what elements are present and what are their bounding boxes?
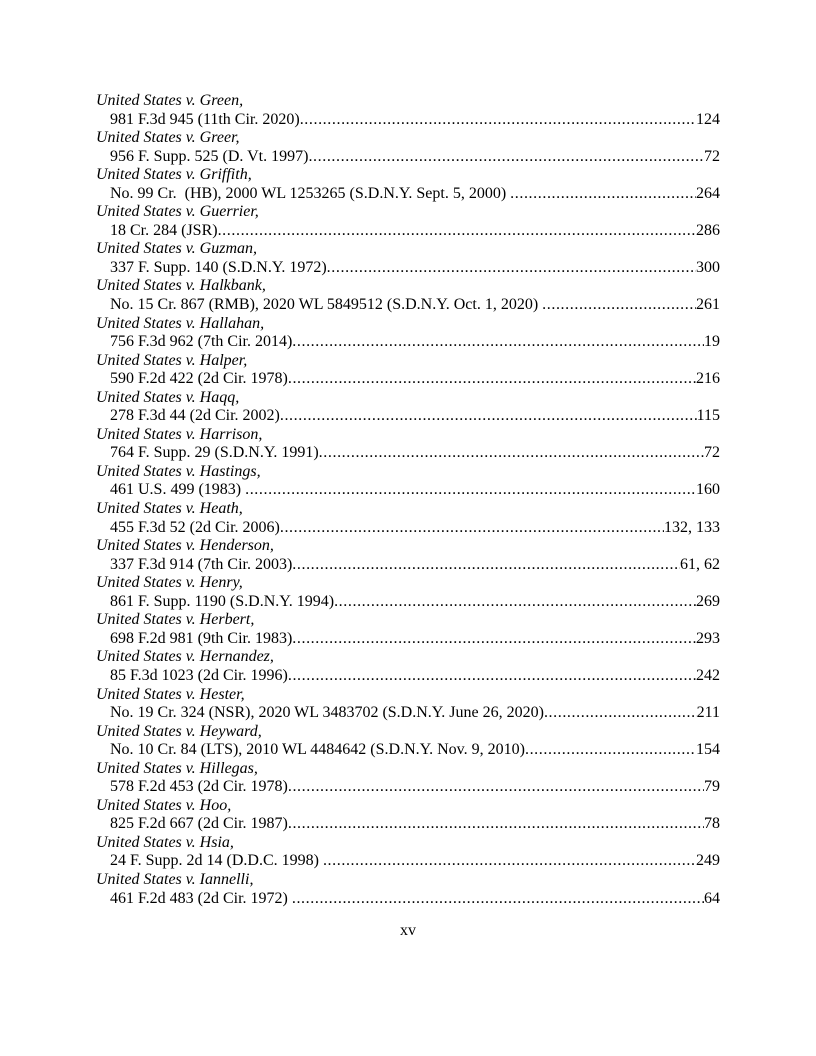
case-name: United States v. Hillegas,: [96, 759, 258, 777]
citation-row: [96, 333, 720, 352]
case-entry: [96, 537, 720, 574]
case-name: United States v. Hastings,: [96, 462, 261, 480]
case-citation: 461 F.2d 483 (2d Cir. 1972): [110, 889, 292, 907]
case-entry: [96, 129, 720, 166]
citation-row: [96, 444, 720, 463]
page-number-footer: xv: [400, 922, 416, 940]
case-name: United States v. Henderson,: [96, 537, 274, 555]
case-name: United States v. Hoo,: [96, 796, 232, 814]
dot-leader: [327, 259, 696, 278]
case-page-reference: 61, 62: [680, 555, 720, 573]
citation-row: [96, 370, 720, 389]
case-entry: [96, 240, 720, 277]
case-citation: 825 F.2d 667 (2d Cir. 1987): [110, 815, 288, 833]
case-name: United States v. Iannelli,: [96, 870, 254, 888]
case-page-reference: 160: [696, 481, 720, 499]
case-page-reference: 293: [696, 629, 720, 647]
case-name: United States v. Henry,: [96, 574, 243, 592]
case-entry: [96, 203, 720, 240]
dot-leader: [245, 481, 696, 500]
dot-leader: [292, 630, 696, 649]
case-citation: 764 F. Supp. 29 (S.D.N.Y. 1991): [110, 444, 319, 462]
case-name: United States v. Guerrier,: [96, 203, 259, 221]
case-page-reference: 115: [696, 407, 720, 425]
citation-row: [96, 296, 720, 315]
citation-row: [96, 407, 720, 426]
case-page-reference: 264: [696, 184, 720, 202]
case-name: United States v. Harrison,: [96, 425, 263, 443]
case-page-reference: 249: [696, 852, 720, 870]
case-list: [96, 92, 720, 908]
citation-row: [96, 815, 720, 834]
dot-leader: [288, 778, 704, 797]
citation-row: [96, 890, 720, 909]
dot-leader: [292, 890, 704, 909]
case-citation: 18 Cr. 284 (JSR): [110, 221, 218, 239]
case-entry: [96, 574, 720, 611]
case-citation: No. 99 Cr. (HB), 2000 WL 1253265 (S.D.N.Y. Sept. 5, 2000): [110, 184, 511, 202]
case-name: United States v. Heath,: [96, 500, 243, 518]
case-entry: [96, 92, 720, 129]
case-name: United States v. Heyward,: [96, 722, 262, 740]
dot-leader: [288, 815, 704, 834]
case-name: United States v. Hallahan,: [96, 314, 265, 332]
case-entry: [96, 500, 720, 537]
case-name: United States v. Griffith,: [96, 166, 252, 184]
dot-leader: [510, 185, 696, 204]
case-citation: 956 F. Supp. 525 (D. Vt. 1997): [110, 147, 309, 165]
case-citation: 698 F.2d 981 (9th Cir. 1983): [110, 629, 293, 647]
case-page-reference: 132, 133: [664, 518, 720, 536]
case-page-reference: 78: [704, 815, 720, 833]
dot-leader: [525, 741, 696, 760]
case-name: United States v. Green,: [96, 92, 244, 109]
case-citation: 981 F.3d 945 (11th Cir. 2020): [110, 110, 300, 128]
case-page-reference: 64: [704, 889, 720, 907]
case-name: United States v. Hester,: [96, 685, 245, 703]
case-citation: 590 F.2d 422 (2d Cir. 1978): [110, 370, 288, 388]
citation-row: [96, 185, 720, 204]
case-entry: [96, 352, 720, 389]
case-entry: [96, 277, 720, 314]
dot-leader: [288, 370, 696, 389]
citation-row: [96, 778, 720, 797]
dot-leader: [334, 593, 696, 612]
case-entry: [96, 426, 720, 463]
dot-leader: [300, 111, 696, 130]
case-citation: 861 F. Supp. 1190 (S.D.N.Y. 1994): [110, 592, 335, 610]
citation-row: [96, 556, 720, 575]
case-page-reference: 261: [696, 296, 720, 314]
dot-leader: [292, 333, 704, 352]
case-citation: 461 U.S. 499 (1983): [110, 481, 246, 499]
dot-leader: [319, 444, 704, 463]
case-name: United States v. Guzman,: [96, 240, 258, 258]
case-citation: No. 19 Cr. 324 (NSR), 2020 WL 3483702 (S.D.N.Y. June 26, 2020): [110, 704, 544, 722]
case-entry: [96, 463, 720, 500]
case-page-reference: 72: [704, 147, 720, 165]
case-entry: [96, 686, 720, 723]
citation-row: [96, 148, 720, 167]
citation-row: [96, 630, 720, 649]
dot-leader: [544, 704, 697, 723]
dot-leader: [323, 852, 696, 871]
case-page-reference: 211: [696, 704, 720, 722]
citation-row: [96, 593, 720, 612]
case-page-reference: 242: [696, 666, 720, 684]
citation-row: [96, 111, 720, 130]
case-name: United States v. Herbert,: [96, 611, 255, 629]
case-citation: 278 F.3d 44 (2d Cir. 2002): [110, 407, 280, 425]
case-page-reference: 79: [704, 778, 720, 796]
citation-row: [96, 704, 720, 723]
citation-row: [96, 519, 720, 538]
citation-row: [96, 741, 720, 760]
case-entry: [96, 389, 720, 426]
case-page-reference: 216: [696, 370, 720, 388]
case-entry: [96, 723, 720, 760]
case-name: United States v. Halper,: [96, 351, 248, 369]
case-citation: No. 15 Cr. 867 (RMB), 2020 WL 5849512 (S.D.N.Y. Oct. 1, 2020): [110, 296, 543, 314]
case-citation: 337 F.3d 914 (7th Cir. 2003): [110, 555, 293, 573]
citation-row: [96, 259, 720, 278]
case-entry: [96, 760, 720, 797]
case-citation: No. 10 Cr. 84 (LTS), 2010 WL 4484642 (S.D.N.Y. Nov. 9, 2010): [110, 741, 525, 759]
citation-row: [96, 667, 720, 686]
case-entry: [96, 315, 720, 352]
case-name: United States v. Haqq,: [96, 388, 240, 406]
case-entry: [96, 611, 720, 648]
dot-leader: [218, 222, 696, 241]
case-page-reference: 72: [704, 444, 720, 462]
case-page-reference: 124: [696, 110, 720, 128]
case-citation: 85 F.3d 1023 (2d Cir. 1996): [110, 666, 288, 684]
dot-leader: [292, 556, 680, 575]
case-citation: 455 F.3d 52 (2d Cir. 2006): [110, 518, 280, 536]
case-citation: 337 F. Supp. 140 (S.D.N.Y. 1972): [110, 258, 327, 276]
case-citation: 24 F. Supp. 2d 14 (D.D.C. 1998): [110, 852, 323, 870]
dot-leader: [288, 667, 696, 686]
case-page-reference: 154: [696, 741, 720, 759]
dot-leader: [280, 407, 697, 426]
case-page-reference: 286: [696, 221, 720, 239]
citation-row: [96, 222, 720, 241]
case-entry: [96, 871, 720, 908]
case-citation: 756 F.3d 962 (7th Cir. 2014): [110, 333, 293, 351]
case-citation: 578 F.2d 453 (2d Cir. 1978): [110, 778, 288, 796]
case-page-reference: 19: [704, 333, 720, 351]
case-name: United States v. Halkbank,: [96, 277, 266, 295]
case-entry: [96, 834, 720, 871]
dot-leader: [308, 148, 704, 167]
case-name: United States v. Hernandez,: [96, 648, 274, 666]
case-entry: [96, 166, 720, 203]
citation-row: [96, 481, 720, 500]
case-name: United States v. Greer,: [96, 129, 240, 147]
case-name: United States v. Hsia,: [96, 833, 234, 851]
case-entry: [96, 648, 720, 685]
dot-leader: [280, 519, 664, 538]
citation-row: [96, 852, 720, 871]
case-page-reference: 300: [696, 258, 720, 276]
case-page-reference: 269: [696, 592, 720, 610]
dot-leader: [542, 296, 696, 315]
case-entry: [96, 797, 720, 834]
